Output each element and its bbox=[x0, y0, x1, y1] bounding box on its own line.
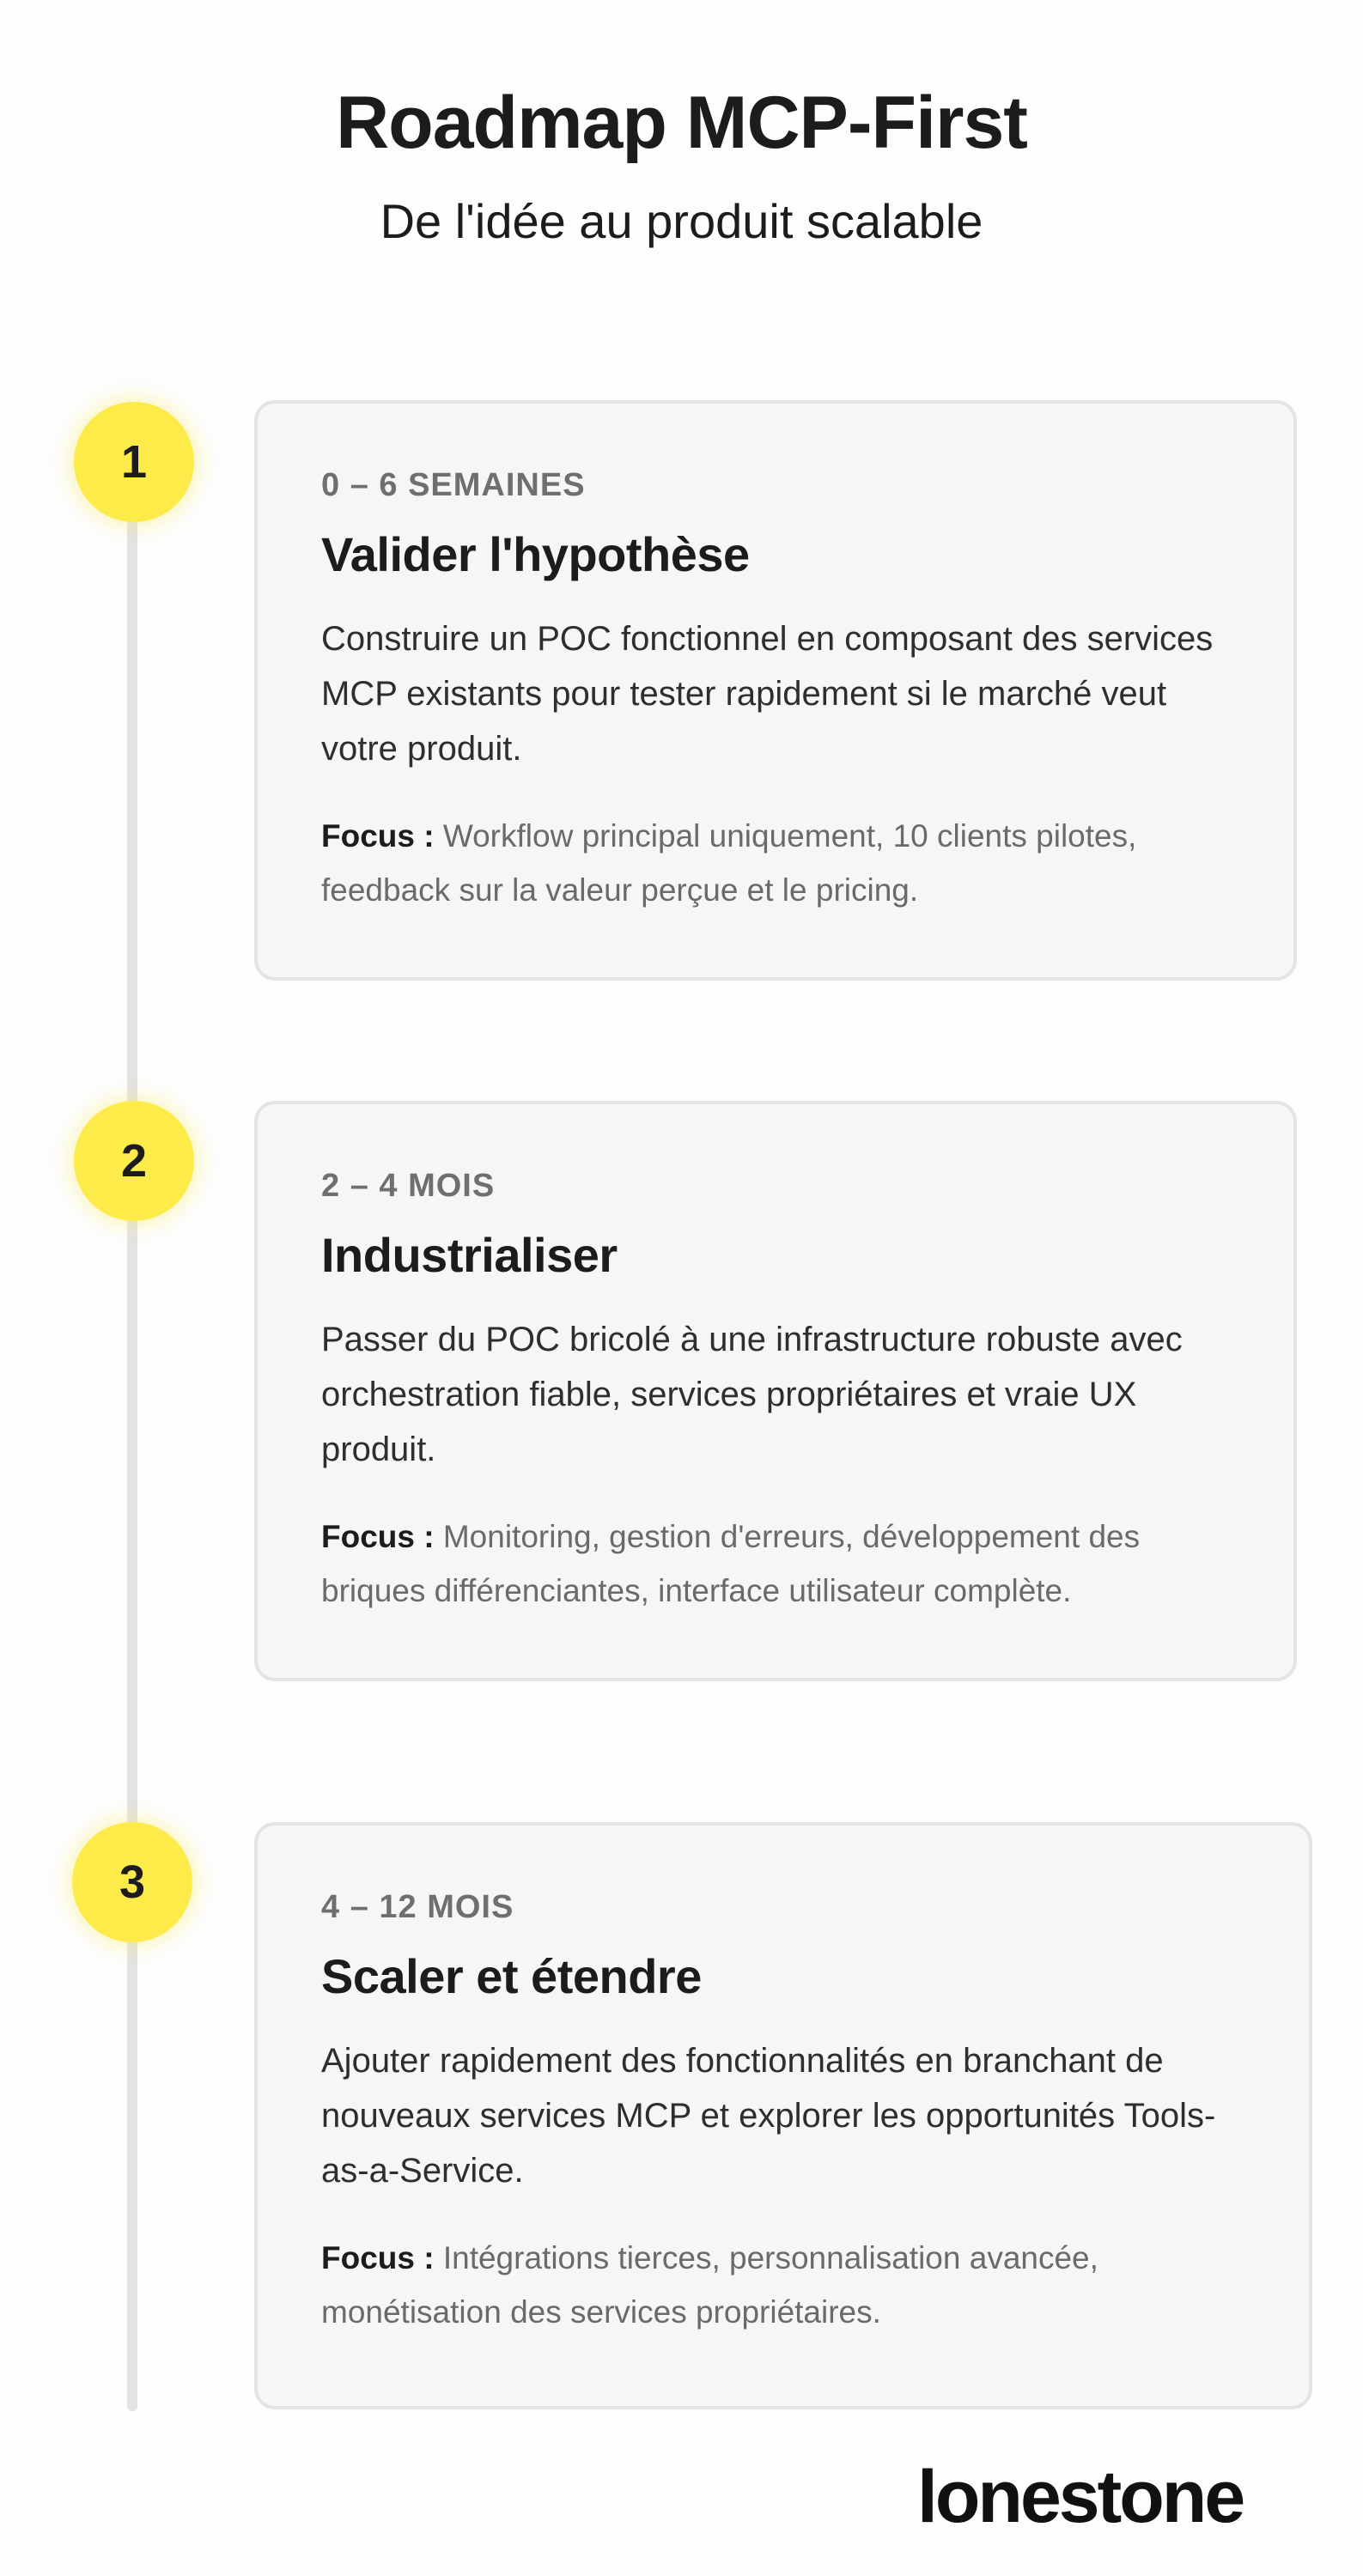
step-number-badge: 3 bbox=[72, 1822, 192, 1942]
step-focus bbox=[321, 1510, 1230, 1618]
brand-logo: lonestone bbox=[917, 2456, 1244, 2538]
page-title: Roadmap MCP-First bbox=[336, 82, 1027, 164]
roadmap-card-step-1 bbox=[254, 400, 1297, 981]
step-description: Ajouter rapidement des fonctionnalités en branchant de nouveaux services MCP et explorer les opportunités Tools-as-a-Service. bbox=[321, 2042, 1216, 2190]
focus-text: Monitoring, gestion d'erreurs, développement des briques différenciantes, interface utilisateur complète. bbox=[321, 1519, 1141, 1608]
roadmap-card-step-2 bbox=[254, 1101, 1297, 1681]
step-description: Passer du POC bricolé à une infrastructure robuste avec orchestration fiable, services propriétaires et vraie UX produit. bbox=[321, 1321, 1183, 1468]
page-subtitle: De l'idée au produit scalable bbox=[380, 194, 983, 248]
step-period: 4 – 12 MOIS bbox=[321, 1889, 514, 1925]
focus-text: Intégrations tierces, personnalisation avancée, monétisation des services propriétaires. bbox=[321, 2240, 1098, 2330]
step-number-badge: 2 bbox=[74, 1101, 194, 1221]
focus-label: Focus : bbox=[321, 2240, 435, 2275]
roadmap-card-step-3 bbox=[254, 1822, 1312, 2409]
focus-label: Focus : bbox=[321, 1519, 435, 1554]
step-focus bbox=[321, 809, 1230, 917]
step-focus bbox=[321, 2231, 1245, 2339]
step-period: 2 – 4 MOIS bbox=[321, 1168, 496, 1204]
step-description: Construire un POC fonctionnel en composant des services MCP existants pour tester rapidement si le marché veut votre produit. bbox=[321, 620, 1214, 768]
step-title: Valider l'hypothèse bbox=[321, 527, 750, 581]
step-title: Scaler et étendre bbox=[321, 1949, 702, 2003]
step-title: Industrialiser bbox=[321, 1228, 618, 1282]
step-period: 0 – 6 SEMAINES bbox=[321, 467, 586, 503]
timeline-line bbox=[127, 464, 137, 2411]
step-number-badge: 1 bbox=[74, 402, 194, 522]
focus-label: Focus : bbox=[321, 818, 435, 854]
focus-text: Workflow principal uniquement, 10 clients pilotes, feedback sur la valeur perçue et le pricing. bbox=[321, 818, 1137, 908]
